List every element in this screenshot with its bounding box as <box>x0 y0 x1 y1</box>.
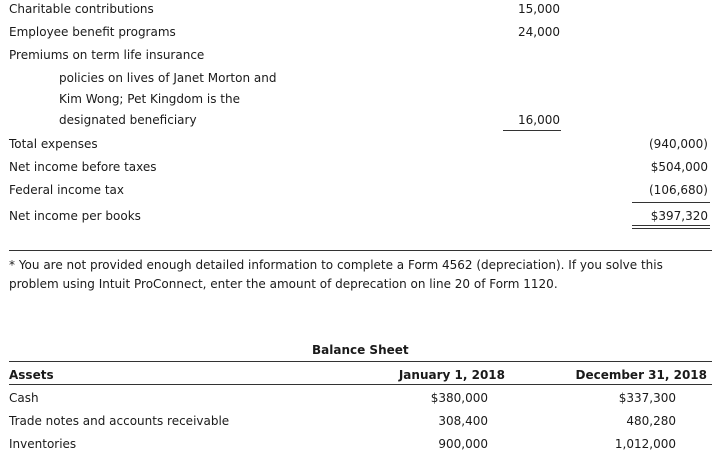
row-inventories-dec: 1,012,000 <box>614 437 676 451</box>
premiums-line-2: Kim Wong; Pet Kingdom is the <box>59 92 240 106</box>
row-inventories-label: Inventories <box>9 437 77 451</box>
note-line-2: problem using Intuit ProConnect, enter the amount of deprecation on line 20 of Form 1120. <box>9 277 558 291</box>
balance-sheet-title: Balance Sheet <box>312 343 409 357</box>
note-line-1: * You are not provided enough detailed information to complete a Form 4562 (depreciation). If you solve this <box>9 258 663 272</box>
row-cash-jan: $380,000 <box>430 391 488 405</box>
note-divider <box>9 250 712 251</box>
header-assets: Assets <box>9 368 54 382</box>
total-expenses-amount: (940,000) <box>649 137 708 151</box>
total-expenses-label: Total expenses <box>9 137 98 151</box>
header-dec: December 31, 2018 <box>575 368 707 382</box>
premiums-label: Premiums on term life insurance <box>9 48 205 62</box>
row-receivables-jan: 308,400 <box>438 414 488 428</box>
benefit-amount: 24,000 <box>518 25 560 39</box>
tax-rule <box>632 202 710 203</box>
header-rule <box>9 384 712 385</box>
charitable-label: Charitable contributions <box>9 2 154 16</box>
premiums-line-1: policies on lives of Janet Morton and <box>59 71 277 85</box>
row-receivables-label: Trade notes and accounts receivable <box>9 414 230 428</box>
charitable-amount: 15,000 <box>518 2 560 16</box>
row-inventories-jan: 900,000 <box>438 437 488 451</box>
federal-income-tax-label: Federal income tax <box>9 183 124 197</box>
premiums-amount: 16,000 <box>518 113 560 127</box>
balance-sheet-rule <box>9 361 712 362</box>
benefit-label: Employee benefit programs <box>9 25 176 39</box>
premiums-line-3: designated beneficiary <box>59 113 197 127</box>
net-income-per-books-amount: $397,320 <box>650 209 708 223</box>
header-jan: January 1, 2018 <box>398 368 505 382</box>
row-receivables-dec: 480,280 <box>626 414 676 428</box>
subtotal-rule <box>503 130 561 131</box>
row-cash-label: Cash <box>9 391 39 405</box>
net-income-before-taxes-amount: $504,000 <box>650 160 708 174</box>
row-cash-dec: $337,300 <box>618 391 676 405</box>
net-income-per-books-label: Net income per books <box>9 209 141 223</box>
federal-income-tax-amount: (106,680) <box>649 183 708 197</box>
double-rule-bottom <box>632 228 710 229</box>
double-rule-top <box>632 225 710 226</box>
net-income-before-taxes-label: Net income before taxes <box>9 160 157 174</box>
